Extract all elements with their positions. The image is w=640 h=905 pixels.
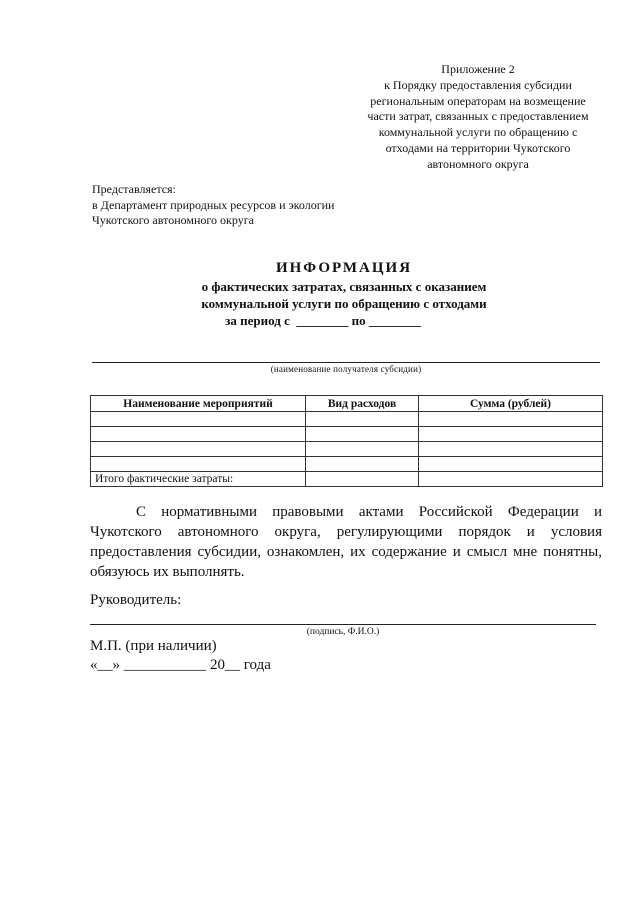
table-cell[interactable] [91, 457, 306, 472]
column-header-activities: Наименование мероприятий [91, 396, 306, 412]
table-row [91, 427, 603, 442]
addressee-block [92, 182, 334, 229]
signature-field[interactable] [90, 624, 596, 625]
table-cell[interactable] [419, 457, 603, 472]
appendix-line: региональным операторам на возмещение [370, 93, 586, 108]
stamp-note: М.П. (при наличии) [90, 638, 217, 654]
table-cell[interactable] [306, 412, 419, 427]
date-field[interactable]: «__» ___________ 20__ года [90, 657, 271, 673]
column-header-amount: Сумма (рублей) [419, 396, 603, 412]
head-label: Руководитель: [90, 592, 182, 608]
document-title [92, 258, 596, 329]
appendix-line: части затрат, связанных с предоставлением [367, 109, 589, 124]
table-cell[interactable] [306, 427, 419, 442]
signature-caption: (подпись, Ф.И.О.) [306, 627, 380, 637]
appendix-note [352, 62, 604, 173]
total-amount-cell[interactable] [419, 472, 603, 487]
costs-table [90, 395, 603, 487]
table-header-row [91, 396, 603, 412]
table-cell[interactable] [91, 442, 306, 457]
appendix-line: автономного округа [427, 156, 529, 171]
recipient-name-field[interactable] [92, 362, 600, 363]
column-header-expense-type: Вид расходов [306, 396, 419, 412]
acknowledgement-paragraph: С нормативными правовыми актами Российской Федерации и Чукотского автономного округа, регулирующими порядок и условия предоставления субсидии, ознакомлен, их содержание и смысл мне понятны, обязуюсь их выполнять. [90, 504, 602, 580]
table-cell[interactable] [91, 427, 306, 442]
appendix-line: к Порядку предоставления субсидии [384, 77, 572, 92]
appendix-line: отходами на территории Чукотского [385, 140, 571, 155]
table-total-row [91, 472, 603, 487]
table-row [91, 457, 603, 472]
addressee-label: Представляется: [92, 182, 176, 196]
table-row [91, 412, 603, 427]
title-main: ИНФОРМАЦИЯ [275, 260, 413, 276]
table-row [91, 442, 603, 457]
reporting-period: за период с ________ по ________ [225, 313, 421, 328]
total-expense-type-cell[interactable] [306, 472, 419, 487]
table-cell[interactable] [306, 457, 419, 472]
title-subline: коммунальной услуги по обращению с отходами [201, 296, 487, 311]
table-cell[interactable] [91, 412, 306, 427]
addressee-line: в Департамент природных ресурсов и экологии [92, 197, 335, 212]
table-cell[interactable] [306, 442, 419, 457]
table-cell[interactable] [419, 412, 603, 427]
table-cell[interactable] [419, 442, 603, 457]
title-subline: о фактических затратах, связанных с оказанием [201, 279, 487, 294]
appendix-line: коммунальной услуги по обращению с [378, 125, 578, 140]
addressee-line: Чукотского автономного округа [92, 213, 254, 227]
total-label: Итого фактические затраты: [91, 472, 306, 487]
recipient-caption: (наименование получателя субсидии) [270, 364, 422, 374]
table-cell[interactable] [419, 427, 603, 442]
appendix-line: Приложение 2 [441, 62, 515, 76]
